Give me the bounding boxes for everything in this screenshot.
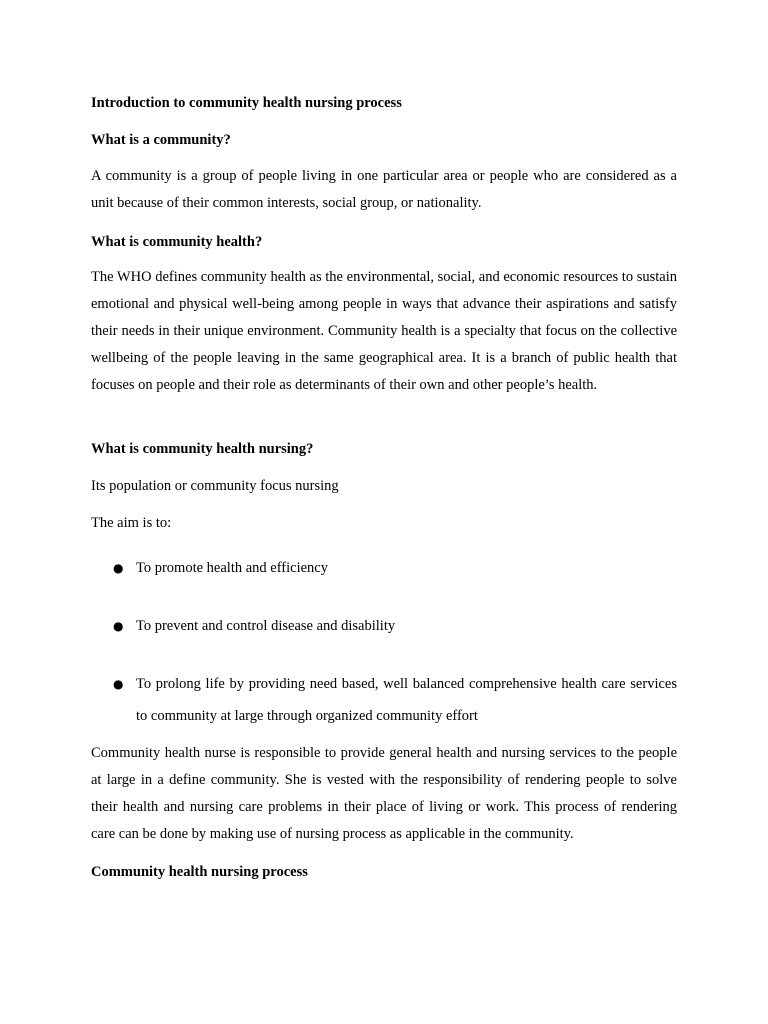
bullet-icon: ● xyxy=(113,677,124,691)
aim-text: To prevent and control disease and disability xyxy=(136,618,396,634)
heading-chn-process: Community health nursing process xyxy=(91,864,308,880)
aim-text: To prolong life by providing need based, well balanced comprehensive health care services to community at large through organized community effort xyxy=(136,676,677,724)
paragraph-nurse-responsibility: Community health nurse is responsible to provide general health and nursing services to the people at large in a define community. She is vested with the responsibility of rendering people to solve their health and nursing care problems in their place of living or work. This process of rendering care can be done by making use of nursing process as applicable in the community. xyxy=(91,745,677,842)
bullet-icon: ● xyxy=(113,619,124,633)
document-title: Introduction to community health nursing process xyxy=(91,95,402,111)
paragraph-community-health-definition: The WHO defines community health as the environmental, social, and economic resources to sustain emotional and physical well-being among people in ways that advance their aspirations and satisfy their needs in their unique environment. Community health is a specialty that focus on the collective wellbeing of the people leaving in the same geographical area. It is a branch of public health that focuses on people and their role as determinants of their own and other people’s health. xyxy=(91,269,677,393)
heading-what-is-community-health: What is community health? xyxy=(91,234,263,250)
paragraph-community-definition: A community is a group of people living in one particular area or people who are considered as a unit because of their common interests, social group, or nationality. xyxy=(91,168,677,211)
heading-what-is-community: What is a community? xyxy=(91,132,231,148)
text-aim-intro: The aim is to: xyxy=(91,515,172,531)
text-population-focus: Its population or community focus nursing xyxy=(91,478,339,494)
bullet-icon: ● xyxy=(113,561,124,575)
heading-what-is-chn: What is community health nursing? xyxy=(91,441,314,457)
aim-text: To promote health and efficiency xyxy=(136,560,328,576)
